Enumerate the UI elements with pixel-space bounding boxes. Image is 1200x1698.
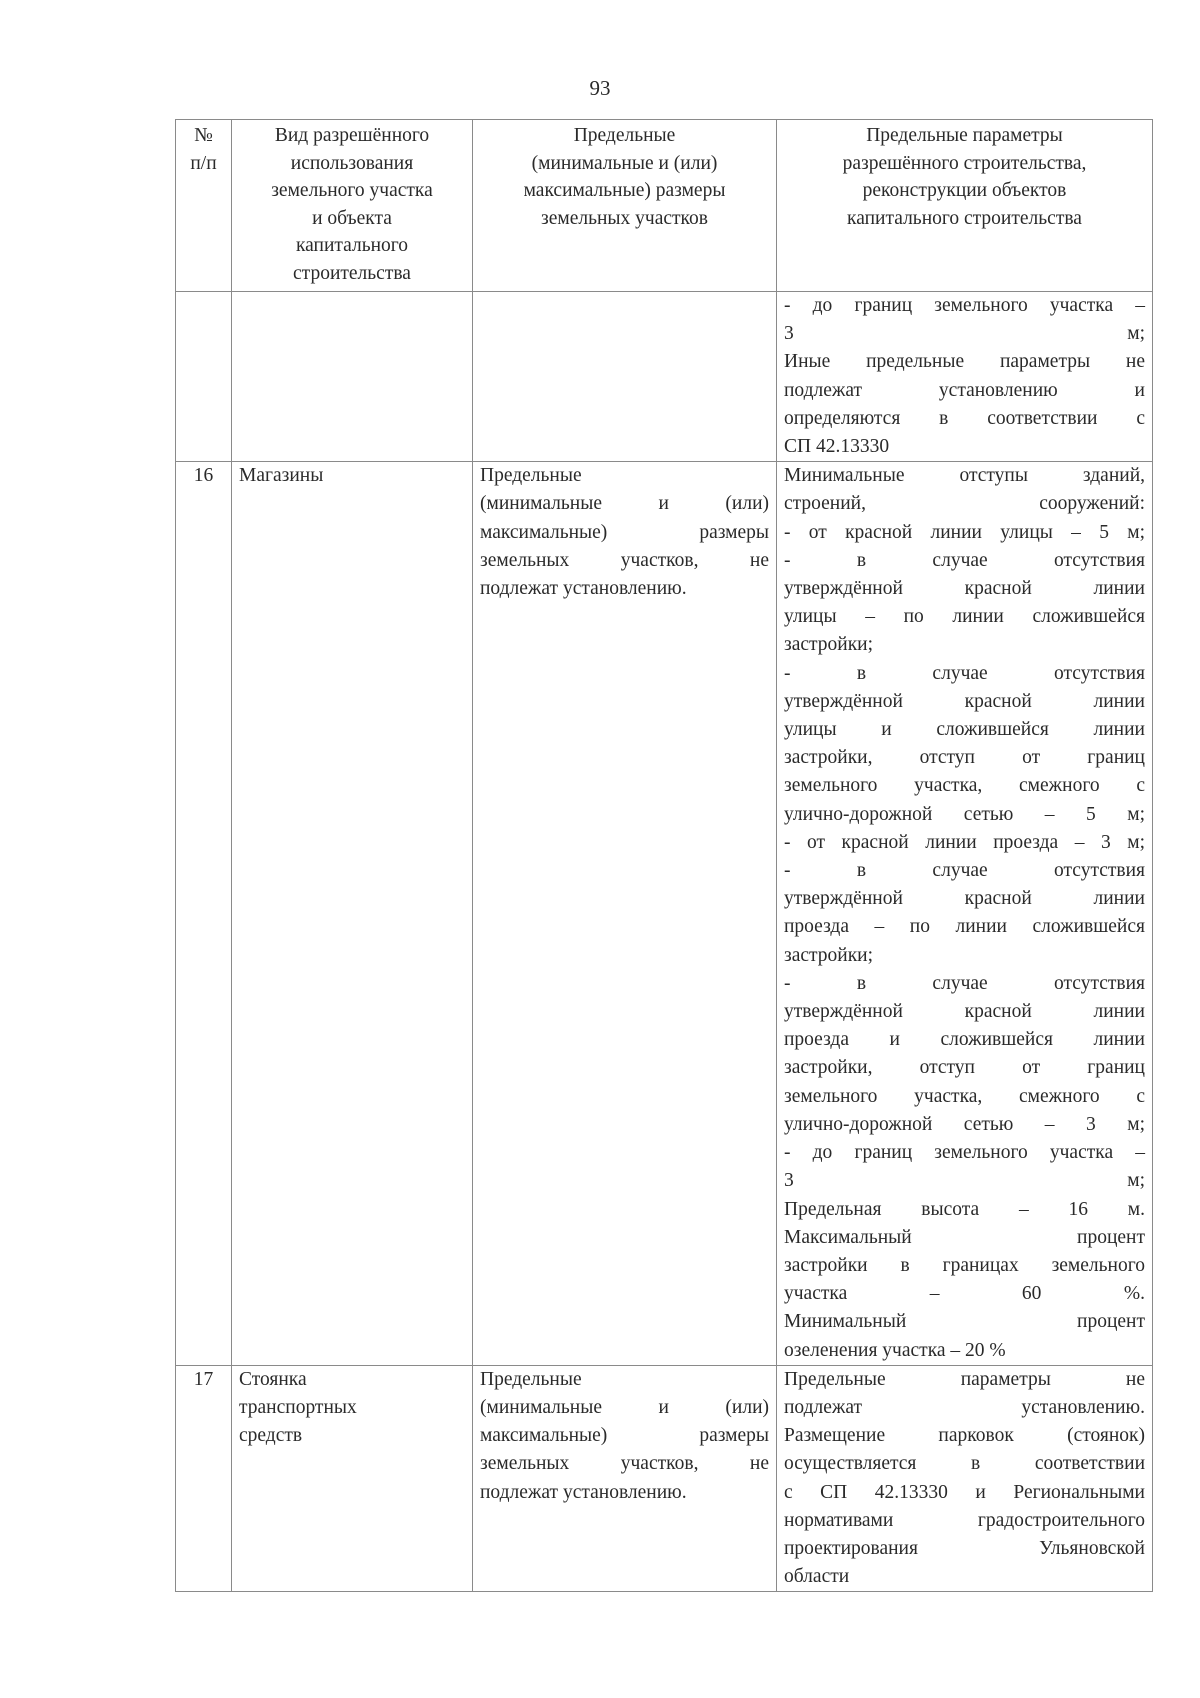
text-line: Предельные [480,465,582,487]
text-line: Иные предельные параметры не [784,351,1145,373]
text-line: подлежат установлению. [784,1396,1145,1418]
page-number: 93 [589,76,611,100]
text-line: - в случае отсутствия [784,972,1145,994]
text-line: и объекта [312,207,392,229]
text-line: - в случае отсутствия [784,549,1145,571]
text-line: (минимальные и (или) [531,152,718,174]
text-line: реконструкции объектов [862,180,1067,201]
text-line: (минимальные и (или) [480,493,769,515]
text-line: земельного участка [271,180,433,201]
text-line: с СП 42.13330 и Региональными [784,1481,1145,1503]
text-line: застройки; [784,944,874,966]
text-line: - от красной линии улицы – 5 м; [784,521,1145,543]
text-line: участка – 60 %. [784,1283,1145,1305]
text-line: подлежат установлению. [480,578,687,600]
text-line: застройки в границах земельного [784,1254,1145,1276]
header-number [176,120,232,292]
text-line: утверждённой красной линии [784,578,1145,600]
text-line: осуществляется в соответствии [784,1453,1145,1475]
text-line: Магазины [239,465,324,487]
text-line: - до границ земельного участка – [784,1142,1145,1164]
text-line: утверждённой красной линии [784,690,1145,712]
text-line: максимальные) размеры [480,1425,769,1447]
table-row [176,292,1153,462]
text-line: утверждённой красной линии [784,888,1145,910]
text-line: Вид разрешённого [274,125,430,146]
text-line: проезда – по линии сложившейся [784,916,1145,938]
header-land-use-type [232,120,473,292]
text-line: области [784,1566,850,1588]
text-line: Минимальные отступы зданий, [784,465,1145,487]
text-line: утверждённой красной линии [784,1001,1145,1023]
table-row [176,462,1153,1366]
text-line: капитального [295,235,409,256]
text-line: (минимальные и (или) [480,1396,769,1418]
text-line: капитального строительства [847,207,1082,229]
text-line: Стоянка [239,1368,307,1390]
text-line: Размещение парковок (стоянок) [784,1425,1145,1447]
text-line: - от красной линии проезда – 3 м; [784,831,1145,853]
text-line: проезда и сложившейся линии [784,1029,1145,1051]
row-plot-size [473,462,777,1366]
text-line: - в случае отсутствия [784,860,1145,882]
row-plot-size [473,1365,777,1592]
text-line: нормативами градостроительного [784,1509,1145,1531]
text-line: транспортных [239,1396,357,1418]
text-line: застройки; [784,634,874,656]
text-line: 3 м; [784,1170,1145,1192]
text-line: застройки, отступ от границ [784,1057,1145,1079]
text-line: № [194,125,213,146]
text-line: максимальные) размеры [480,521,769,543]
text-line: строительства [293,262,411,284]
text-line: проектирования Ульяновской [784,1537,1145,1559]
header-plot-size [473,120,777,292]
text-line: озеленения участка – 20 % [784,1339,1006,1361]
header-construction-params [777,120,1153,292]
text-line: Предельная высота – 16 м. [784,1198,1145,1220]
regulations-table [175,119,1153,1592]
row-number [176,292,232,462]
text-line: улично-дорожной сетью – 3 м; [784,1113,1145,1135]
text-line: определяются в соответствии с [784,407,1145,429]
text-line: подлежат установлению. [480,1481,687,1503]
row-number: 16 [176,462,232,1366]
row-land-use-type [232,1365,473,1592]
text-line: Предельные [573,125,676,146]
text-line: улично-дорожной сетью – 5 м; [784,803,1145,825]
row-construction-params [777,292,1153,462]
table-header-row [176,120,1153,292]
text-line: 3 м; [784,323,1145,345]
text-line: Максимальный процент [784,1226,1145,1248]
text-line: Предельные параметры [866,125,1063,146]
text-line: застройки, отступ от границ [784,747,1145,769]
row-number: 17 [176,1365,232,1592]
text-line: земельных участков [541,207,708,229]
text-line: разрешённого строительства, [842,152,1087,174]
table-row [176,1365,1153,1592]
text-line: подлежат установлению и [784,379,1145,401]
text-line: - до границ земельного участка – [784,295,1145,316]
text-line: улицы и сложившейся линии [784,719,1145,741]
text-line: Предельные [480,1368,582,1390]
text-line: п/п [190,152,217,174]
row-construction-params [777,1365,1153,1592]
text-line: улицы – по линии сложившейся [784,606,1145,628]
row-plot-size [473,292,777,462]
row-land-use-type [232,292,473,462]
text-line: строений, сооружений: [784,493,1145,515]
text-line: земельного участка, смежного с [784,1085,1145,1107]
text-line: Минимальный процент [784,1311,1145,1333]
text-line: использования [290,152,414,174]
text-line: СП 42.13330 [784,436,890,458]
text-line: максимальные) размеры [523,180,726,201]
row-construction-params [777,462,1153,1366]
text-line: Предельные параметры не [784,1368,1145,1390]
text-line: средств [239,1425,303,1447]
row-land-use-type [232,462,473,1366]
text-line: земельных участков, не [480,1453,769,1475]
text-line: земельного участка, смежного с [784,775,1145,797]
text-line: земельных участков, не [480,549,769,571]
text-line: - в случае отсутствия [784,662,1145,684]
